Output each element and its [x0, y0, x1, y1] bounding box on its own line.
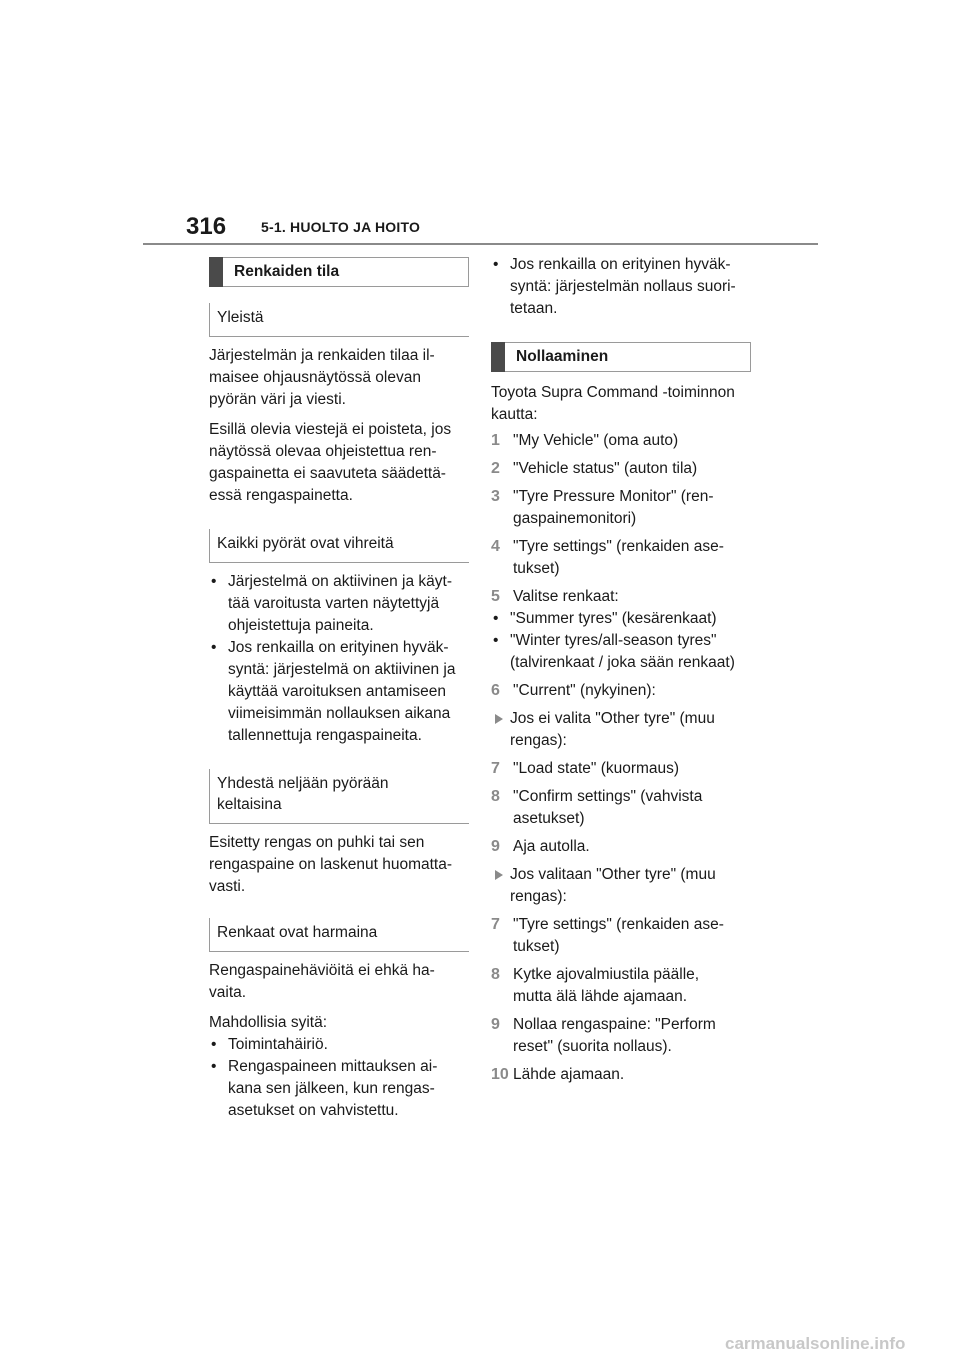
- list-item: • "Summer tyres" (kesärenkaat): [491, 608, 751, 630]
- paragraph: Esitetty rengas on puhki tai sen rengaspaine on laskenut huomatta- vasti.: [209, 834, 452, 895]
- step-item: 8 "Confirm settings" (vahvista asetukset): [491, 788, 703, 827]
- step-item: 4 "Tyre settings" (renkaiden ase- tukset): [491, 538, 724, 577]
- arrow-icon: [495, 870, 503, 880]
- step-item: 3 "Tyre Pressure Monitor" (ren- gaspainemonitori): [491, 488, 714, 527]
- page-header: [0, 0, 960, 250]
- bullet-list-green: [209, 571, 469, 747]
- section-heading-renkaiden-tila: [209, 257, 469, 287]
- watermark: carmanualsonline.info: [725, 1334, 906, 1353]
- heading-bar: [491, 342, 505, 372]
- right-column: [491, 254, 751, 1092]
- list-item: • Toimintahäiriö.: [209, 1034, 469, 1056]
- section-heading-label: Renkaiden tila: [234, 263, 340, 280]
- list-item: • Jos renkailla on erityinen hyväk- syntä: järjestelmän nollaus suori- tetaan.: [491, 254, 751, 320]
- bullet-list-causes: [209, 1034, 469, 1122]
- step-item: 2 "Vehicle status" (auton tila): [491, 460, 698, 477]
- heading-bar: [209, 257, 223, 287]
- paragraph: Mahdollisia syitä:: [209, 1014, 328, 1031]
- subheading-keltaisina: Yhdestä neljään pyörään keltaisina: [209, 769, 469, 824]
- paragraph: Rengaspainehäviöitä ei ehkä ha- vaita.: [209, 962, 435, 1001]
- chapter-title: 5-1. HUOLTO JA HOITO: [261, 219, 421, 235]
- subheading-yleista: Yleistä: [209, 303, 469, 337]
- subheading-kaikki-vihreita: Kaikki pyörät ovat vihreitä: [209, 529, 469, 563]
- subheading-harmaina: Renkaat ovat harmaina: [209, 918, 469, 952]
- section-heading-label: Nollaaminen: [516, 348, 609, 365]
- step-item: 7 "Load state" (kuormaus): [491, 760, 680, 777]
- step-item: 1 "My Vehicle" (oma auto): [491, 432, 679, 449]
- list-item: • Jos renkailla on erityinen hyväk- syntä: järjestelmä on aktiivinen ja käyttää varoituksen antamiseen viimeisimmän nollauksen aikana tallennettuja rengaspaineita.: [209, 637, 469, 747]
- list-item: • "Winter tyres/all-season tyres" (talvirenkaat / joka sään renkaat): [491, 630, 751, 674]
- list-item: • Järjestelmä on aktiivinen ja käyt- tää varoitusta varten näytettyjä ohjeistettuja paineita.: [209, 571, 469, 637]
- section-heading-nollaaminen: [491, 342, 751, 372]
- step-item: 8 Kytke ajovalmiustila päälle, mutta älä lähde ajamaan.: [491, 966, 700, 1005]
- paragraph-intro: [209, 345, 469, 507]
- list-item: • Rengaspaineen mittauksen ai- kana sen jälkeen, kun rengas- asetukset on vahvistettu.: [209, 1056, 469, 1122]
- step-item: 9 Aja autolla.: [491, 838, 590, 855]
- step-item: 5 Valitse renkaat:: [491, 588, 619, 605]
- page-number: 316: [186, 213, 227, 240]
- step-item: 7 "Tyre settings" (renkaiden ase- tukset): [491, 916, 724, 955]
- step-item: 9 Nollaa rengaspaine: "Perform reset" (suorita nollaus).: [491, 1016, 716, 1055]
- step-item: 6 "Current" (nykyinen):: [491, 682, 656, 699]
- header-divider: [143, 243, 818, 245]
- paragraph: Toyota Supra Command -toiminnon kautta:: [491, 384, 735, 423]
- paragraph: Järjestelmän ja renkaiden tilaa il- maisee ohjausnäytössä olevan pyörän väri ja viesti.: [209, 347, 435, 408]
- step-item: 10 Lähde ajamaan.: [491, 1066, 625, 1083]
- condition-item: Jos ei valita "Other tyre" (muu rengas):: [491, 708, 751, 752]
- paragraph: Esillä olevia viestejä ei poisteta, jos näytössä olevaa ohjeistettua ren- gaspainetta ei saavuteta säädettä- essä rengaspainetta.: [209, 421, 452, 504]
- condition-item: Jos valitaan "Other tyre" (muu rengas):: [491, 864, 751, 908]
- left-column: [209, 257, 469, 1122]
- arrow-icon: [495, 714, 503, 724]
- steps-list: [491, 430, 751, 1086]
